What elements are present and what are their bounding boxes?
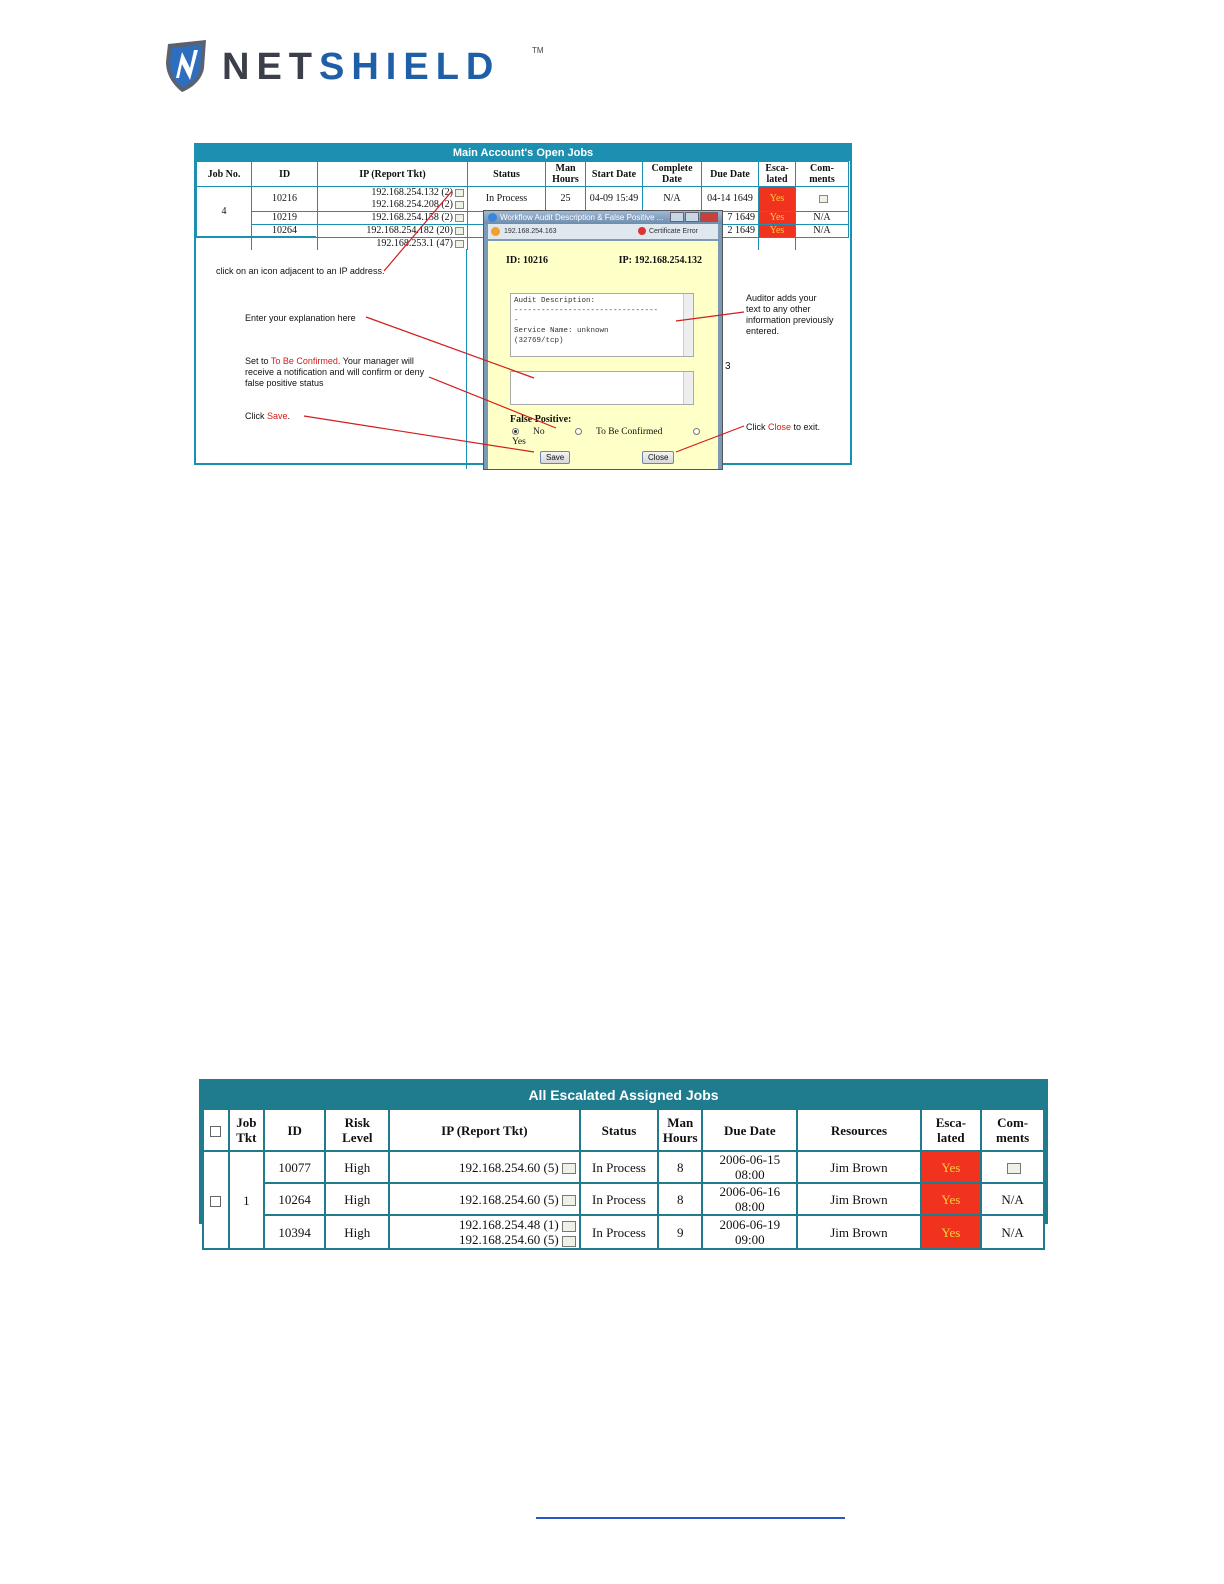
open-jobs-screenshot [194,143,852,465]
false-positive-label: False Positive: [510,414,572,425]
dialog-title: Workflow Audit Description & False Positive ... [500,213,664,222]
annotation-text: receive a notification and will confirm or deny [245,367,425,377]
row-status: In Process [468,187,546,212]
table-divider [466,249,467,469]
row-resource: Jim Brown [797,1151,920,1183]
maximize-icon[interactable] [685,212,699,222]
annotation-enter-explanation: Enter your explanation here [245,313,356,323]
annotation-click-save [245,411,290,422]
dialog-body [488,241,718,469]
logo-shield: SHIELD [319,46,501,88]
save-button[interactable]: Save [540,451,570,464]
row-risk: High [325,1151,389,1183]
col-man-hours[interactable]: Man Hours [546,162,586,187]
audit-line: Service Name: unknown [514,327,609,335]
row-due-date: 2006-06-19 09:00 [702,1215,797,1249]
address-bar[interactable] [488,224,718,239]
logo-trademark: TM [532,46,544,55]
annotation-text: . [287,411,291,421]
col-ip[interactable]: IP (Report Tkt) [318,162,468,187]
edit-icon[interactable] [562,1195,576,1206]
empty-cell [759,238,796,251]
col-resources[interactable]: Resources [797,1109,920,1151]
netshield-logo [160,38,550,94]
ip-value[interactable]: 192.168.254.132 (2) [371,187,453,198]
edit-icon[interactable] [562,1163,576,1174]
close-window-icon[interactable] [700,212,718,222]
audit-line: - [514,317,519,325]
row-due-date: 2006-06-16 08:00 [702,1183,797,1215]
row-comments: N/A [796,212,849,225]
row-select-cell [203,1151,229,1249]
row-status: In Process [580,1183,659,1215]
row-comments: N/A [796,225,849,238]
col-man-hours[interactable]: Man Hours [658,1109,702,1151]
col-ip[interactable]: IP (Report Tkt) [389,1109,580,1151]
row-due-date: 2 1649 [702,225,759,238]
annotation-set-to-confirmed [245,356,445,389]
ip-value[interactable]: 192.168.253.1 (47) [376,238,453,249]
row-resource: Jim Brown [797,1183,920,1215]
table-divider [196,236,316,237]
col-start-date[interactable]: Start Date [586,162,643,187]
row-status: In Process [580,1215,659,1249]
edit-icon[interactable] [455,214,464,222]
escalated-jobs-screenshot [199,1079,1048,1247]
minimize-icon[interactable] [670,212,684,222]
escalated-badge: Yes [921,1151,982,1183]
col-comments[interactable]: Com- ments [981,1109,1044,1151]
row-comments [981,1151,1044,1183]
escalated-header-row [203,1109,1044,1151]
escalated-badge: Yes [921,1183,982,1215]
shield-logo-icon [162,38,212,94]
select-all-checkbox[interactable] [210,1126,221,1137]
col-due-date[interactable]: Due Date [702,162,759,187]
ip-cell [389,1151,580,1183]
row-status: In Process [580,1151,659,1183]
edit-icon[interactable] [455,240,464,248]
annotation-auditor [746,293,834,337]
ip-value[interactable]: 192.168.254.60 (5) [459,1232,559,1247]
audit-line: Audit Description: [514,297,596,305]
row-man-hours: 9 [658,1215,702,1249]
false-positive-options [512,427,718,447]
table-row [203,1151,1044,1183]
audit-dialog-window [483,210,723,470]
annotation-text: Click [746,422,768,432]
col-due-date[interactable]: Due Date [702,1109,797,1151]
row-due-date: 7 1649 [702,212,759,225]
escalated-badge: Yes [759,187,796,212]
row-comments: N/A [981,1183,1044,1215]
row-man-hours: 25 [546,187,586,212]
table-row [203,1183,1044,1215]
escalated-badge: Yes [759,225,796,238]
row-id: 10216 [252,187,318,212]
comment-icon[interactable] [1007,1163,1021,1174]
footer-link-underline[interactable] [536,1517,845,1519]
row-id: 10264 [264,1183,326,1215]
audit-line: -------------------------------- [514,307,659,315]
dialog-id: ID: 10216 [506,255,548,266]
row-risk: High [325,1215,389,1249]
ip-cell [389,1183,580,1215]
edit-icon[interactable] [455,227,464,235]
row-due-date: 04-14 1649 [702,187,759,212]
open-jobs-title: Main Account's Open Jobs [196,145,850,161]
ip-cell [318,225,468,238]
annotation-click-icon: click on an icon adjacent to an IP address. [216,266,385,276]
radio-label: No [533,427,545,437]
annotation-text: text to any other [746,304,811,314]
scrollbar[interactable] [683,372,693,404]
row-man-hours: 8 [658,1151,702,1183]
row-id: 10394 [264,1215,326,1249]
col-complete-date[interactable]: Complete Date [643,162,702,187]
comment-icon[interactable] [819,195,828,203]
certificate-error-button[interactable] [638,224,698,239]
annotation-highlight: Save [267,411,288,421]
annotation-highlight: To Be Confirmed [270,356,338,366]
audit-description-textarea[interactable] [510,293,694,357]
logo-net: NET [222,46,319,88]
explanation-textarea[interactable] [510,371,694,405]
error-icon [638,227,646,235]
escalated-badge: Yes [921,1215,982,1249]
row-complete-date: N/A [643,187,702,212]
ip-value[interactable]: 192.168.254.208 (2) [371,199,453,210]
ip-value[interactable]: 192.168.254.182 (20) [366,225,453,236]
stray-digit: 3 [725,361,731,372]
annotation-click-close [746,422,820,433]
annotation-text: Click [245,411,267,421]
scrollbar[interactable] [683,294,693,356]
annotation-text: Set to [245,356,271,366]
edit-icon[interactable] [455,201,464,209]
escalated-jobs-title: All Escalated Assigned Jobs [202,1082,1045,1108]
row-man-hours: 8 [658,1183,702,1215]
col-id[interactable]: ID [252,162,318,187]
edit-icon[interactable] [455,189,464,197]
dialog-title-bar[interactable] [484,211,722,224]
close-button[interactable]: Close [642,451,674,464]
col-escalated[interactable]: Esca- lated [759,162,796,187]
radio-icon[interactable] [693,428,700,435]
annotation-text: entered. [746,326,780,336]
row-checkbox[interactable] [210,1196,221,1207]
col-job-tkt[interactable]: Job Tkt [229,1109,264,1151]
col-escalated[interactable]: Esca- lated [921,1109,982,1151]
annotation-highlight: Close [768,422,792,432]
radio-no[interactable] [512,427,559,437]
ip-value[interactable]: 192.168.254.48 (1) [459,1217,559,1232]
empty-cell [252,238,318,251]
site-icon [491,227,500,236]
row-due-date: 2006-06-15 08:00 [702,1151,797,1183]
col-status[interactable]: Status [580,1109,659,1151]
empty-cell [197,238,252,251]
col-id[interactable]: ID [264,1109,326,1151]
annotation-text: false positive status [245,378,324,388]
job-number: 4 [197,187,252,238]
empty-cell [796,238,849,251]
job-ticket: 1 [229,1151,264,1249]
radio-icon[interactable] [575,428,582,435]
open-jobs-header-row [197,162,849,187]
radio-icon[interactable] [512,428,519,435]
ip-value[interactable]: 192.168.254.158 (2) [371,212,453,223]
row-risk: High [325,1183,389,1215]
table-row [203,1215,1044,1249]
edit-icon[interactable] [562,1221,576,1232]
ip-value[interactable]: 192.168.254.60 (5) [459,1191,559,1207]
table-row [197,187,849,212]
annotation-text: to exit. [791,422,821,432]
annotation-text: Auditor adds your [746,293,817,303]
ip-cell [389,1215,580,1249]
edit-icon[interactable] [562,1236,576,1247]
col-status[interactable]: Status [468,162,546,187]
radio-label: To Be Confirmed [596,427,663,437]
dialog-ip: IP: 192.168.254.132 [618,255,702,266]
escalated-jobs-table [202,1108,1045,1250]
row-comments: N/A [981,1215,1044,1249]
select-all-cell [203,1109,229,1151]
row-id: 10264 [252,225,318,238]
annotation-text: information previously [746,315,834,325]
ip-cell [318,187,468,212]
address-value: 192.168.254.163 [504,228,557,235]
ip-value[interactable]: 192.168.254.60 (5) [459,1159,559,1175]
escalated-badge: Yes [759,212,796,225]
col-risk-level[interactable]: Risk Level [325,1109,389,1151]
row-id: 10077 [264,1151,326,1183]
browser-icon [488,213,497,222]
certificate-error-label: Certificate Error [648,228,698,235]
logo-wordmark [222,46,500,89]
ip-cell [318,238,468,251]
audit-line: (32769/tcp) [514,337,564,345]
row-resource: Jim Brown [797,1215,920,1249]
radio-label: Yes [512,437,526,447]
row-start-date: 04-09 15:49 [586,187,643,212]
row-comments [796,187,849,212]
ip-cell [318,212,468,225]
col-comments[interactable]: Com- ments [796,162,849,187]
radio-to-be-confirmed[interactable] [575,427,676,437]
col-job-no[interactable]: Job No. [197,162,252,187]
row-id: 10219 [252,212,318,225]
annotation-text: . Your manager will [337,356,414,366]
